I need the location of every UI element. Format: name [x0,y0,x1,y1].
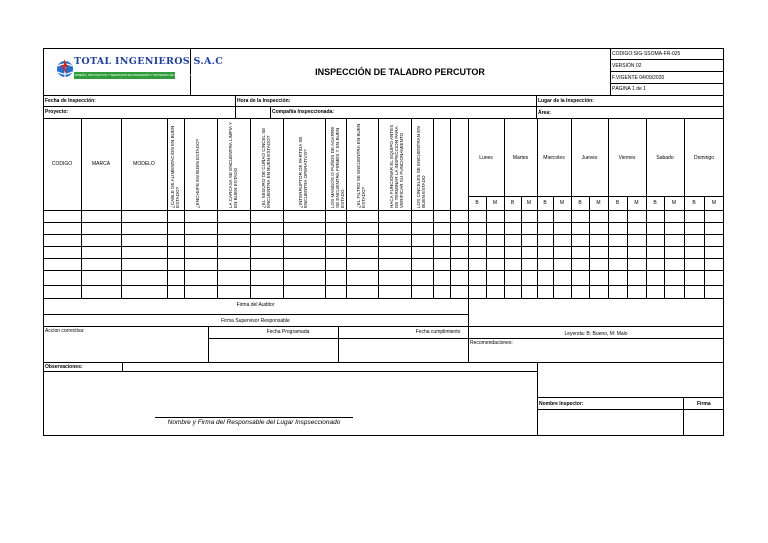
firma-supervisor-label: Firma Supervisor Responsable [221,318,290,324]
bueno-column-label: B [692,200,696,206]
company-tagline: DISEÑO, PROYECTOS Y SERVICIOS EN INGENIERÍA Y SISTEMAS DE REFRIGERACIÓN [75,73,200,77]
question-header: LOS CINCELES SE ENCUENTRAN EN BUEN ESTADO [416,126,427,208]
compania-label: Compañía Inspeccionada: [272,109,334,115]
company-name: TOTAL INGENIEROS S.A.C [74,56,224,67]
logo-globe-icon [56,58,74,80]
table-row-line [43,234,724,235]
doc-page: PÁGINA 1 de 1 [612,86,646,92]
proyecto-label: Proyecto: [45,109,69,115]
bueno-column-label: B [578,200,582,206]
question-header: HACA FUNCIONAR EL EQUIPO ANTES DE TERMINAR LA INSPECCION PARA VERIFICAR SU FUNCIONAMIENTO [388,124,404,208]
bueno-column-label: B [615,200,620,206]
lugar-inspeccion-label: Lugar de la Inspección: [538,98,594,104]
day-header-martes: Martes [512,155,529,161]
bueno-column-label: B [543,200,547,206]
malo-column-label: M [559,200,565,206]
question-header: ¿EL FILTRO SE ENCUENTRA EN BUEN ESTADO? [356,123,367,208]
day-header-jueves: Jueves [581,155,598,161]
col-codigo: CODIGO [51,161,73,167]
company-logo [56,56,224,84]
bueno-column-label: B [653,200,657,206]
day-header-sabado: Sabado [656,155,674,161]
responsable-signature-line [155,417,353,418]
question-header: ¿INTERRUPTOR DE PARTIDA SE ENCUENTRA OPERATIVO? [298,136,309,208]
table-row-line [43,246,724,247]
fecha-programada-label: Fecha Programada [266,329,310,335]
table-row-line [43,258,724,259]
firma-auditor-label: Firma del Auditor [236,302,275,308]
leyenda-label: Leyenda: B: Bueno, M: Malo [564,331,628,337]
firma-label: Firma [697,401,711,407]
recomendaciones-label: Recomendaciones: [470,340,513,346]
question-header: ¿CABLE DE ALIMENTACION EN BUEN ESTADO? [169,125,180,208]
malo-column-label: M [526,200,532,206]
form-title: INSPECCIÓN DE TALADRO PERCUTOR [315,67,485,77]
day-header-domingo: Domingo [693,155,714,161]
table-row-line [43,222,724,223]
bueno-column-label: B [510,200,515,206]
area-label: Área: [538,110,551,116]
malo-column-label: M [634,200,639,206]
nombre-inspector-label: Nombre Inspector: [539,401,584,407]
header-bottom-line [43,95,724,96]
malo-column-label: M [492,200,498,206]
fecha-inspeccion-label: Fecha de Inspección: [45,98,96,104]
table-row-line [43,285,724,286]
malo-column-label: M [671,200,677,206]
day-header-miercoles: Miercoles [543,155,565,161]
doc-code: CODIGO:SIG-SSOMA-FR-025 [612,51,681,57]
doc-version: VERSIÓN 02 [612,63,642,69]
accion-correctiva-label: Accion correctiva: [45,328,85,334]
question-header: ¿ENCHUFE EN BUEN ESTADO? [194,138,200,208]
responsable-label: Nombre y Firma del Responsable del Lugar Inspseccionado [167,419,341,426]
question-header: LOS MANGOS O PUÑOS DE AGARRE SE ENCUENTRA FIRMES Y EN BUEN ESTADO [329,126,345,208]
malo-column-label: M [596,200,601,206]
day-header-viernes: Viernes [618,155,636,161]
bueno-column-label: B [475,200,479,206]
col-marca: MARCA [91,161,111,167]
question-header: LA CARCASA SE ENCUENTRA LIMPIA Y EN BUEN ESTADO [227,122,238,208]
question-header: ¿EL SEGURO DE CUÑAO CINCEL SE ENCUENTRA EN BUEN ESTADO? [260,127,271,208]
hora-inspeccion-label: Hora de la Inspección: [237,98,291,104]
doc-vigente: F.VIGENTE 04/09/2020 [612,75,665,81]
table-row-line [43,270,724,271]
fecha-cumplimiento-label: Fecha cumplimiento [415,329,461,335]
observaciones-label: Observaciones: [45,364,83,370]
malo-column-label: M [711,200,717,206]
col-modelo: MODELO [133,161,155,167]
day-header-lunes: Lunes [479,155,493,161]
